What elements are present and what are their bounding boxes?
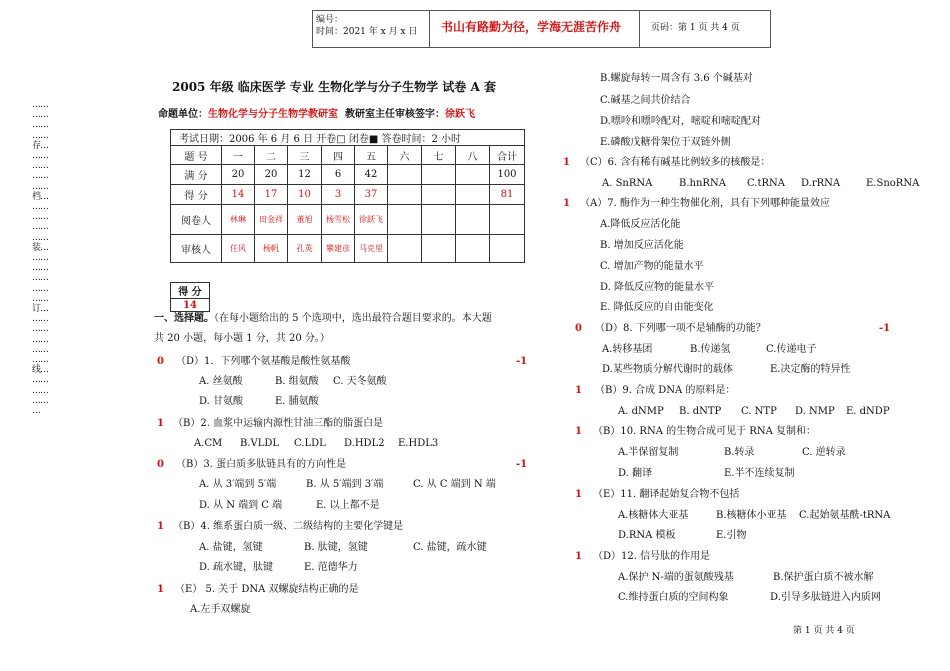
full-score-row: 满 分 20 20 12 6 42 100 <box>171 165 525 185</box>
q6-mark: 1 <box>563 157 570 168</box>
exam-info-row: 考试日期：2006 年 6 月 6 日 开卷□ 闭卷■ 答卷时间：2 小时 <box>171 130 525 146</box>
section-grade-box: 得 分 14 <box>170 282 210 312</box>
grader-row: 阅卷人 林琳 田金祥 董旭 杨雪松 徐跃飞 <box>171 205 525 235</box>
q1-deduct: -1 <box>516 356 528 367</box>
header-number: 编号： <box>316 15 344 25</box>
header-page-info: 页码：第 1 页 共 4 页 <box>651 23 740 33</box>
q11-mark: 1 <box>575 489 582 500</box>
q8-deduct: -1 <box>879 323 891 334</box>
q12-text: （D）12. 信号肽的作用是 <box>593 551 711 562</box>
q2-text: （B）2. 血浆中运输内源性甘油三酯的脂蛋白是 <box>173 418 384 429</box>
score-table: 考试日期：2006 年 6 月 6 日 开卷□ 闭卷■ 答卷时间：2 小时 题 号 一 二 三 四 五 六 七 八 合计 满 分 20 20 12 6 42 100 得 分 14 17 10 3 37 81 阅卷人 林琳 田金祥 董旭 杨雪松 徐跃飞 审核人 任风 杨帆 孔英 攀建彦 马克里 <box>170 129 525 263</box>
section1-desc: 共 20 小题，每小题 1 分，共 20 分。） <box>154 333 330 344</box>
q9-mark: 1 <box>575 385 582 396</box>
section1-heading: 一、选择题。（在每小题给出的 5 个选项中，选出最符合题目要求的。本大题 <box>154 313 492 324</box>
exam-unit: 命题单位：生物化学与分子生物学教研室 教研室主任审核签字：徐跃飞 <box>158 109 475 120</box>
header-time: 时间：2021 年 x 月 x 日 <box>316 27 418 37</box>
q1-mark: 0 <box>157 356 164 367</box>
q8-mark: 0 <box>575 323 582 334</box>
q8-text: （D）8. 下列哪一项不是辅酶的功能？ <box>595 323 766 334</box>
q3-text: （B）3. 蛋白质多肽链具有的方向性是 <box>176 459 347 470</box>
exam-title: 2005 年级 临床医学 专业 生物化学与分子生物学 试卷 A 套 <box>172 80 496 94</box>
q10-mark: 1 <box>575 426 582 437</box>
q10-text: （B）10. RNA 的生物合成可见于 RNA 复制和： <box>593 426 816 437</box>
q3-deduct: -1 <box>516 459 528 470</box>
q2-mark: 1 <box>157 418 164 429</box>
q7-mark: 1 <box>563 198 570 209</box>
q7-text: （A）7. 酶作为一种生物催化剂，具有下列哪种能量效应 <box>580 198 830 209</box>
q4-mark: 1 <box>157 521 164 532</box>
q5-text: （E） 5. 关于 DNA 双螺旋结构正确的是 <box>175 584 359 595</box>
q1-text: （D）1．下列哪个氨基酸是酸性氨基酸 <box>176 356 351 367</box>
q12-mark: 1 <box>575 551 582 562</box>
binding-margin: …… …… …… …… 存… …… …… …… …… 档… …… …… …… …… 装… …… …… …… …… …… 订… …… …… …… …… …… 线… …… …… …… … <box>32 100 49 417</box>
reviewer-row: 审核人 任风 杨帆 孔英 攀建彦 马克里 <box>171 235 525 263</box>
header-motto: 书山有路勤为径，学海无涯苦作舟 <box>441 20 622 34</box>
q11-text: （E）11. 翻译起始复合物不包括 <box>593 489 740 500</box>
q4-text: （B）4. 维系蛋白质一级、二级结构的主要化学键是 <box>173 521 404 532</box>
q3-mark: 0 <box>157 459 164 470</box>
q9-text: （B）9. 合成 DNA 的原料是： <box>595 385 736 396</box>
got-score-row: 得 分 14 17 10 3 37 81 <box>171 185 525 205</box>
page-footer: 第 1 页 共 4 页 <box>793 626 855 636</box>
q5-mark: 1 <box>157 584 164 595</box>
q6-text: （C）6. 含有稀有碱基比例较多的核酸是： <box>580 157 771 168</box>
